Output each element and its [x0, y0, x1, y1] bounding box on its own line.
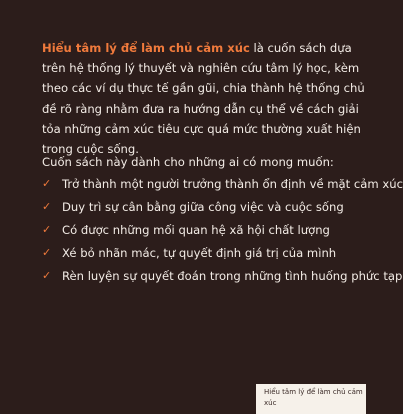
- intro-body: là cuốn sách dựa trên hệ thống lý thuyết và nghiên cứu tâm lý học, kèm theo các ví dụ thực tế gần gũi, chia thành hệ thống chủ đề rõ ràng nhằm đưa ra hướng dẫn cụ thể về cách giải tỏa những cảm xúc tiêu cực quá mức thường xuất hiện trong cuộc sống.: [42, 41, 365, 157]
- list-item: [42, 175, 403, 198]
- list-item: [42, 267, 403, 290]
- list-item: [42, 198, 382, 221]
- intro-paragraph: [42, 38, 372, 159]
- list-item: [42, 244, 382, 267]
- list-item-label: Rèn luyện sự quyết đoán trong những tình huống phức tạp: [62, 269, 403, 283]
- list-item: [42, 221, 382, 244]
- check-icon: ✓: [42, 269, 52, 282]
- list-item-label: Có được những mối quan hệ xã hội chất lượng: [62, 223, 330, 237]
- check-icon: ✓: [42, 200, 52, 213]
- check-icon: ✓: [42, 177, 52, 190]
- list-item-label: Xé bỏ nhãn mác, tự quyết định giá trị của mình: [62, 246, 337, 260]
- check-icon: ✓: [42, 246, 52, 259]
- check-icon: ✓: [42, 223, 52, 236]
- wish-checklist: [42, 175, 403, 290]
- list-item-label: Duy trì sự cân bằng giữa công việc và cuộc sống: [62, 200, 344, 214]
- book-title-tag: Hiểu tâm lý để làm chủ cảm xúc: [256, 384, 366, 414]
- audience-lead: Cuốn sách này dành cho những ai có mong muốn:: [42, 155, 334, 169]
- book-title-highlight: Hiểu tâm lý để làm chủ cảm xúc: [42, 41, 250, 55]
- list-item-label: Trở thành một người trưởng thành ổn định về mặt cảm xúc: [62, 177, 403, 191]
